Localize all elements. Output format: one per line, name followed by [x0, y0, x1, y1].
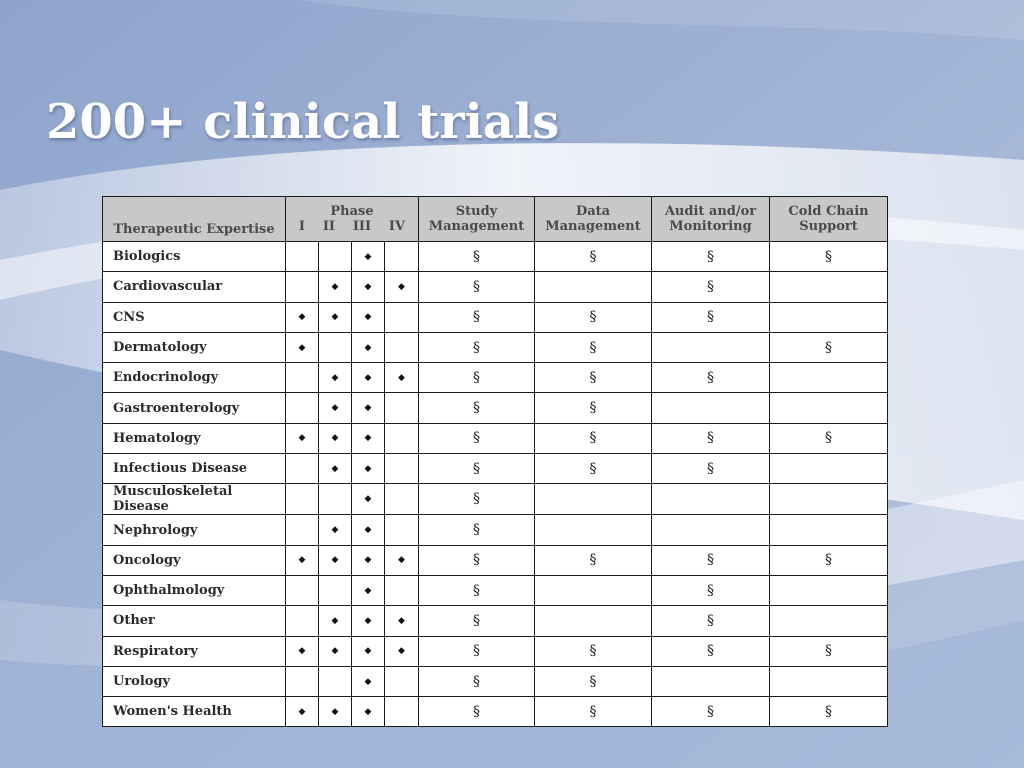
phase-2-cell — [319, 515, 352, 545]
audit-monitoring-cell — [652, 272, 770, 302]
phase-1-cell — [286, 666, 319, 696]
row-label: Musculoskeletal Disease — [103, 484, 286, 515]
row-label: CNS — [103, 302, 286, 332]
expertise-table-container — [102, 196, 888, 727]
table-header-row — [103, 197, 888, 242]
phase-1-cell — [286, 272, 319, 302]
section-mark-icon: § — [589, 703, 597, 720]
phase-4-cell — [385, 606, 419, 636]
study-management-cell — [419, 242, 535, 272]
audit-monitoring-cell — [652, 393, 770, 423]
data-management-cell — [535, 484, 652, 515]
diamond-icon: ◆ — [298, 646, 306, 657]
phase-2-cell — [319, 423, 352, 453]
study-management-cell — [419, 606, 535, 636]
cold-chain-support-cell — [770, 545, 888, 575]
section-mark-icon: § — [589, 430, 597, 447]
section-mark-icon: § — [473, 522, 480, 539]
diamond-icon: ◆ — [364, 706, 372, 717]
section-mark-icon: § — [707, 552, 714, 569]
phase-1-cell — [286, 636, 319, 666]
row-label: Women's Health — [103, 697, 286, 727]
diamond-icon: ◆ — [331, 646, 339, 657]
phase-4-cell — [385, 636, 419, 666]
phase-2-cell — [319, 363, 352, 393]
phase-2-cell — [319, 454, 352, 484]
section-mark-icon: § — [707, 460, 714, 477]
audit-monitoring-cell — [652, 242, 770, 272]
phase-1-cell — [286, 393, 319, 423]
diamond-icon: ◆ — [364, 403, 372, 414]
diamond-icon: ◆ — [364, 676, 372, 687]
phase-2-cell — [319, 332, 352, 362]
audit-monitoring-cell — [652, 606, 770, 636]
study-management-cell — [419, 302, 535, 332]
table-row — [103, 242, 888, 272]
section-mark-icon: § — [825, 552, 832, 569]
diamond-icon: ◆ — [331, 706, 339, 717]
section-mark-icon: § — [707, 430, 714, 447]
phase-1-cell — [286, 302, 319, 332]
header-study-management: Study Management — [419, 197, 535, 242]
section-mark-icon: § — [589, 673, 597, 690]
phase-1-cell — [286, 697, 319, 727]
section-mark-icon: § — [473, 248, 480, 265]
header-therapeutic-expertise: Therapeutic Expertise — [103, 197, 286, 242]
phase-2-cell — [319, 697, 352, 727]
diamond-icon: ◆ — [364, 463, 372, 474]
section-mark-icon: § — [473, 278, 480, 295]
data-management-cell — [535, 606, 652, 636]
section-mark-icon: § — [473, 339, 480, 356]
phase-3-cell — [352, 606, 385, 636]
section-mark-icon: § — [473, 369, 480, 386]
study-management-cell — [419, 666, 535, 696]
phase-3-cell — [352, 666, 385, 696]
diamond-icon: ◆ — [364, 433, 372, 444]
therapeutic-expertise-table — [102, 196, 888, 727]
table-row — [103, 332, 888, 362]
cold-chain-support-cell — [770, 302, 888, 332]
diamond-icon: ◆ — [364, 555, 372, 566]
section-mark-icon: § — [707, 248, 714, 265]
phase-4-cell — [385, 423, 419, 453]
diamond-icon: ◆ — [298, 312, 306, 323]
section-mark-icon: § — [473, 612, 480, 629]
audit-monitoring-cell — [652, 484, 770, 515]
diamond-icon: ◆ — [398, 281, 405, 292]
section-mark-icon: § — [473, 673, 480, 690]
diamond-icon: ◆ — [398, 372, 405, 383]
study-management-cell — [419, 575, 535, 605]
diamond-icon: ◆ — [398, 615, 405, 626]
row-label: Dermatology — [103, 332, 286, 362]
header-phase-3: III — [352, 219, 372, 234]
phase-3-cell — [352, 302, 385, 332]
phase-4-cell — [385, 484, 419, 515]
audit-monitoring-cell — [652, 575, 770, 605]
data-management-cell — [535, 666, 652, 696]
data-management-cell — [535, 393, 652, 423]
diamond-icon: ◆ — [364, 372, 372, 383]
phase-1-cell — [286, 242, 319, 272]
table-row — [103, 575, 888, 605]
section-mark-icon: § — [707, 643, 714, 660]
phase-4-cell — [385, 302, 419, 332]
study-management-cell — [419, 423, 535, 453]
section-mark-icon: § — [589, 309, 597, 326]
phase-4-cell — [385, 242, 419, 272]
table-row — [103, 606, 888, 636]
header-phase-label: Phase — [330, 204, 374, 219]
phase-3-cell — [352, 484, 385, 515]
table-row — [103, 545, 888, 575]
diamond-icon: ◆ — [331, 403, 339, 414]
cold-chain-support-cell — [770, 454, 888, 484]
section-mark-icon: § — [589, 643, 597, 660]
diamond-icon: ◆ — [331, 281, 339, 292]
section-mark-icon: § — [589, 552, 597, 569]
cold-chain-support-cell — [770, 272, 888, 302]
data-management-cell — [535, 423, 652, 453]
section-mark-icon: § — [707, 369, 714, 386]
row-label: Endocrinology — [103, 363, 286, 393]
phase-4-cell — [385, 666, 419, 696]
table-row — [103, 302, 888, 332]
table-row — [103, 454, 888, 484]
diamond-icon: ◆ — [331, 312, 339, 323]
phase-4-cell — [385, 363, 419, 393]
study-management-cell — [419, 545, 535, 575]
phase-4-cell — [385, 575, 419, 605]
diamond-icon: ◆ — [398, 555, 405, 566]
diamond-icon: ◆ — [298, 555, 306, 566]
phase-4-cell — [385, 393, 419, 423]
cold-chain-support-cell — [770, 606, 888, 636]
phase-3-cell — [352, 393, 385, 423]
section-mark-icon: § — [473, 400, 480, 417]
data-management-cell — [535, 363, 652, 393]
row-label: Hematology — [103, 423, 286, 453]
section-mark-icon: § — [589, 460, 597, 477]
header-phase-4: IV — [388, 219, 406, 234]
slide-title: 200+ clinical trials — [46, 94, 560, 150]
study-management-cell — [419, 332, 535, 362]
section-mark-icon: § — [825, 643, 832, 660]
phase-3-cell — [352, 545, 385, 575]
phase-2-cell — [319, 484, 352, 515]
table-row — [103, 666, 888, 696]
section-mark-icon: § — [473, 309, 480, 326]
diamond-icon: ◆ — [298, 433, 306, 444]
phase-1-cell — [286, 454, 319, 484]
phase-3-cell — [352, 332, 385, 362]
data-management-cell — [535, 272, 652, 302]
header-audit-monitoring: Audit and/or Monitoring — [652, 197, 770, 242]
data-management-cell — [535, 545, 652, 575]
row-label: Gastroenterology — [103, 393, 286, 423]
section-mark-icon: § — [825, 339, 832, 356]
phase-4-cell — [385, 272, 419, 302]
study-management-cell — [419, 393, 535, 423]
section-mark-icon: § — [589, 248, 597, 265]
phase-2-cell — [319, 545, 352, 575]
section-mark-icon: § — [707, 703, 714, 720]
audit-monitoring-cell — [652, 302, 770, 332]
diamond-icon: ◆ — [364, 494, 372, 505]
header-phase-1: I — [298, 219, 305, 234]
table-body — [103, 242, 888, 727]
table-row — [103, 423, 888, 453]
phase-4-cell — [385, 332, 419, 362]
section-mark-icon: § — [473, 703, 480, 720]
table-row — [103, 484, 888, 515]
cold-chain-support-cell — [770, 393, 888, 423]
section-mark-icon: § — [707, 612, 714, 629]
section-mark-icon: § — [825, 703, 832, 720]
section-mark-icon: § — [473, 491, 480, 508]
row-label: Ophthalmology — [103, 575, 286, 605]
diamond-icon: ◆ — [298, 342, 306, 353]
cold-chain-support-cell — [770, 332, 888, 362]
phase-1-cell — [286, 606, 319, 636]
data-management-cell — [535, 242, 652, 272]
phase-2-cell — [319, 606, 352, 636]
table-row — [103, 515, 888, 545]
cold-chain-support-cell — [770, 666, 888, 696]
section-mark-icon: § — [825, 430, 832, 447]
data-management-cell — [535, 575, 652, 605]
cold-chain-support-cell — [770, 697, 888, 727]
cold-chain-support-cell — [770, 363, 888, 393]
table-row — [103, 272, 888, 302]
diamond-icon: ◆ — [398, 646, 405, 657]
phase-4-cell — [385, 515, 419, 545]
diamond-icon: ◆ — [364, 312, 372, 323]
data-management-cell — [535, 515, 652, 545]
header-cold-chain-support: Cold Chain Support — [770, 197, 888, 242]
diamond-icon: ◆ — [364, 251, 372, 262]
audit-monitoring-cell — [652, 363, 770, 393]
table-row — [103, 393, 888, 423]
study-management-cell — [419, 454, 535, 484]
diamond-icon: ◆ — [364, 615, 372, 626]
section-mark-icon: § — [473, 430, 480, 447]
phase-2-cell — [319, 666, 352, 696]
phase-2-cell — [319, 272, 352, 302]
audit-monitoring-cell — [652, 454, 770, 484]
data-management-cell — [535, 454, 652, 484]
row-label: Cardiovascular — [103, 272, 286, 302]
phase-3-cell — [352, 636, 385, 666]
cold-chain-support-cell — [770, 575, 888, 605]
phase-3-cell — [352, 515, 385, 545]
diamond-icon: ◆ — [364, 281, 372, 292]
row-label: Other — [103, 606, 286, 636]
section-mark-icon: § — [589, 400, 597, 417]
cold-chain-support-cell — [770, 484, 888, 515]
section-mark-icon: § — [825, 248, 832, 265]
diamond-icon: ◆ — [298, 706, 306, 717]
section-mark-icon: § — [589, 369, 597, 386]
study-management-cell — [419, 697, 535, 727]
phase-3-cell — [352, 454, 385, 484]
row-label: Respiratory — [103, 636, 286, 666]
data-management-cell — [535, 636, 652, 666]
phase-2-cell — [319, 302, 352, 332]
phase-3-cell — [352, 697, 385, 727]
row-label: Nephrology — [103, 515, 286, 545]
row-label: Urology — [103, 666, 286, 696]
phase-3-cell — [352, 363, 385, 393]
audit-monitoring-cell — [652, 515, 770, 545]
diamond-icon: ◆ — [364, 342, 372, 353]
study-management-cell — [419, 636, 535, 666]
phase-1-cell — [286, 423, 319, 453]
data-management-cell — [535, 332, 652, 362]
audit-monitoring-cell — [652, 697, 770, 727]
section-mark-icon: § — [473, 643, 480, 660]
phase-4-cell — [385, 697, 419, 727]
cold-chain-support-cell — [770, 242, 888, 272]
section-mark-icon: § — [589, 339, 597, 356]
audit-monitoring-cell — [652, 636, 770, 666]
study-management-cell — [419, 484, 535, 515]
header-phase-2: II — [322, 219, 335, 234]
diamond-icon: ◆ — [331, 433, 339, 444]
section-mark-icon: § — [473, 582, 480, 599]
audit-monitoring-cell — [652, 423, 770, 453]
section-mark-icon: § — [707, 278, 714, 295]
phase-1-cell — [286, 332, 319, 362]
phase-3-cell — [352, 272, 385, 302]
phase-1-cell — [286, 545, 319, 575]
audit-monitoring-cell — [652, 332, 770, 362]
diamond-icon: ◆ — [364, 585, 372, 596]
phase-1-cell — [286, 484, 319, 515]
data-management-cell — [535, 302, 652, 332]
phase-1-cell — [286, 363, 319, 393]
diamond-icon: ◆ — [364, 646, 372, 657]
diamond-icon: ◆ — [331, 372, 339, 383]
table-row — [103, 697, 888, 727]
section-mark-icon: § — [707, 309, 714, 326]
phase-4-cell — [385, 545, 419, 575]
phase-2-cell — [319, 575, 352, 605]
cold-chain-support-cell — [770, 636, 888, 666]
diamond-icon: ◆ — [364, 525, 372, 536]
table-row — [103, 636, 888, 666]
study-management-cell — [419, 363, 535, 393]
diamond-icon: ◆ — [331, 615, 339, 626]
phase-2-cell — [319, 393, 352, 423]
phase-2-cell — [319, 242, 352, 272]
section-mark-icon: § — [473, 460, 480, 477]
cold-chain-support-cell — [770, 423, 888, 453]
header-phase — [286, 197, 419, 242]
audit-monitoring-cell — [652, 545, 770, 575]
study-management-cell — [419, 272, 535, 302]
row-label: Oncology — [103, 545, 286, 575]
phase-3-cell — [352, 575, 385, 605]
phase-1-cell — [286, 515, 319, 545]
diamond-icon: ◆ — [331, 555, 339, 566]
phase-3-cell — [352, 242, 385, 272]
row-label: Infectious Disease — [103, 454, 286, 484]
phase-3-cell — [352, 423, 385, 453]
phase-2-cell — [319, 636, 352, 666]
data-management-cell — [535, 697, 652, 727]
diamond-icon: ◆ — [331, 525, 339, 536]
section-mark-icon: § — [707, 582, 714, 599]
audit-monitoring-cell — [652, 666, 770, 696]
study-management-cell — [419, 515, 535, 545]
diamond-icon: ◆ — [331, 463, 339, 474]
phase-4-cell — [385, 454, 419, 484]
cold-chain-support-cell — [770, 515, 888, 545]
row-label: Biologics — [103, 242, 286, 272]
table-row — [103, 363, 888, 393]
phase-1-cell — [286, 575, 319, 605]
section-mark-icon: § — [473, 552, 480, 569]
header-data-management: Data Management — [535, 197, 652, 242]
